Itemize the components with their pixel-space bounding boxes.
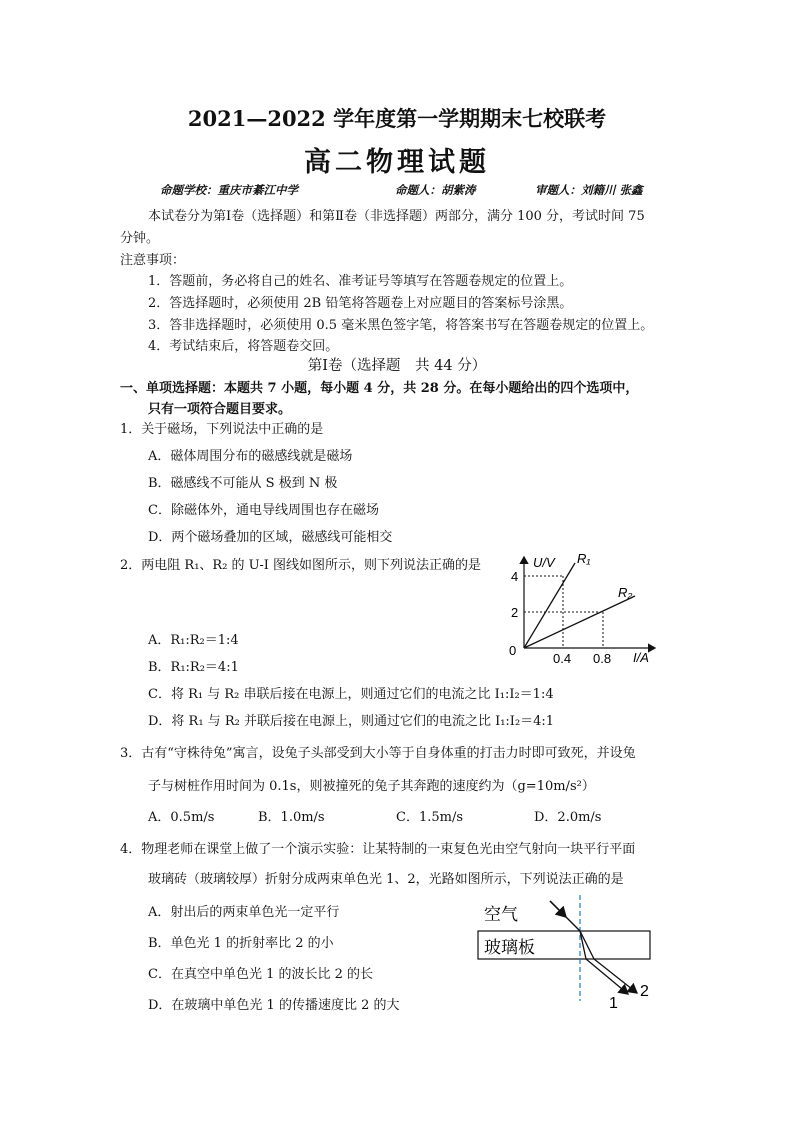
notice-item: 4．考试结束后，将答题卷交回。 (148, 339, 339, 354)
q3-stem-line-2: 子与树桩作用时间为 0.1s，则被撞死的兔子其奔跑的速度约为（g=10m/s²） (148, 779, 595, 794)
ray-2-exit (594, 959, 637, 993)
y-tick-label: 4 (511, 569, 519, 584)
ray-1-inside (580, 931, 586, 959)
incident-arrow (550, 901, 566, 917)
notice-item: 2．答选择题时，必须使用 2B 铅笔将答题卷上对应题目的答案标号涂黑。 (148, 296, 573, 311)
q4-stem-line-1: 4．物理老师在课堂上做了一个演示实验：让某特制的一束复色光由空气射向一块平行平面 (120, 842, 636, 857)
q1-option-a: A．磁体周围分布的磁感线就是磁场 (148, 449, 353, 464)
notice-item: 3．答非选择题时，必须使用 0.5 毫米黑色签字笔，将答案书写在答题卷规定的位置上。 (148, 318, 654, 333)
exam-author: 命题人：胡紫涛 (395, 183, 476, 197)
intro-line-1: 本试卷分为第Ⅰ卷（选择题）和第Ⅱ卷（非选择题）两部分，满分 100 分，考试时间 75 (148, 209, 645, 224)
q1-stem: 1．关于磁场，下列说法中正确的是 (120, 422, 324, 437)
q1-option-c: C．除磁体外，通电导线周围也存在磁场 (148, 503, 379, 518)
x-tick-label: 0.4 (553, 651, 572, 665)
origin-label: 0 (509, 643, 517, 658)
ray-2-inside (580, 931, 594, 959)
q1-option-d: D．两个磁场叠加的区域，磁感线可能相交 (148, 530, 393, 545)
notice-title: 注意事项： (120, 253, 186, 268)
q3-option-b: B．1.0m/s (258, 810, 325, 825)
q2-ui-graph (505, 545, 665, 665)
part1-title: 第Ⅰ卷（选择题 共 44 分） (307, 358, 487, 374)
x-axis-label: I/A (633, 650, 649, 665)
exam-reviewer: 审题人：刘籍川 张鑫 (535, 183, 643, 197)
q4-option-d: D．在玻璃中单色光 1 的传播速度比 2 的大 (148, 998, 400, 1013)
q3-option-d: D．2.0m/s (534, 810, 602, 825)
exam-subtitle: 高二物理试题 (304, 147, 490, 178)
r2-line (524, 596, 635, 648)
ray-2-label: 2 (640, 983, 649, 1000)
r2-label: R₂ (618, 585, 633, 600)
q4-option-c: C．在真空中单色光 1 的波长比 2 的长 (148, 967, 374, 982)
q2-option-d: D．将 R₁ 与 R₂ 并联后接在电源上，则通过它们的电流之比 I₁:I₂＝4:1 (148, 714, 555, 729)
air-label: 空气 (484, 905, 518, 924)
q2-stem: 2．两电阻 R₁、R₂ 的 U-I 图线如图所示，则下列说法正确的是 (120, 558, 482, 573)
ray-1-label: 1 (609, 995, 618, 1012)
section-heading-line-1: 一、单项选择题：本题共 7 小题，每小题 4 分，共 28 分。在每小题给出的四个选项中， (120, 381, 639, 396)
x-tick-label: 0.8 (593, 651, 612, 665)
exam-title: 2021—2022 学年度第一学期期末七校联考 (187, 106, 607, 131)
q3-stem-line-1: 3．古有“守株待兔”寓言，设兔子头部受到大小等于自身体重的打击力时即可致死，并设兔 (120, 746, 636, 761)
q4-refraction-figure (470, 893, 670, 1018)
section-heading-line-2: 只有一项符合题目要求。 (148, 402, 292, 417)
exam-school: 命题学校：重庆市綦江中学 (160, 183, 298, 197)
q2-option-a: A．R₁:R₂＝1:4 (148, 633, 239, 648)
q4-option-b: B．单色光 1 的折射率比 2 的小 (148, 936, 334, 951)
q4-option-a: A．射出后的两束单色光一定平行 (148, 905, 340, 920)
y-axis-label: U/V (533, 555, 555, 570)
y-tick-label: 2 (511, 605, 519, 620)
q2-option-b: B．R₁:R₂＝4:1 (148, 660, 239, 675)
q2-option-c: C．将 R₁ 与 R₂ 串联后接在电源上，则通过它们的电流之比 I₁:I₂＝1:4 (148, 687, 554, 702)
intro-line-2: 分钟。 (120, 231, 160, 246)
glass-label: 玻璃板 (484, 938, 535, 957)
q4-stem-line-2: 玻璃砖（玻璃较厚）折射分成两束单色光 1、2，光路如图所示，下列说法正确的是 (148, 872, 624, 887)
q1-option-b: B．磁感线不可能从 S 极到 N 极 (148, 476, 338, 491)
q3-option-c: C．1.5m/s (396, 810, 463, 825)
ray-1-exit (586, 959, 628, 994)
notice-item: 1．答题前，务必将自己的姓名、准考证号等填写在答题卷规定的位置上。 (148, 274, 573, 289)
r1-label: R₁ (577, 551, 591, 566)
q3-option-a: A．0.5m/s (148, 810, 215, 825)
